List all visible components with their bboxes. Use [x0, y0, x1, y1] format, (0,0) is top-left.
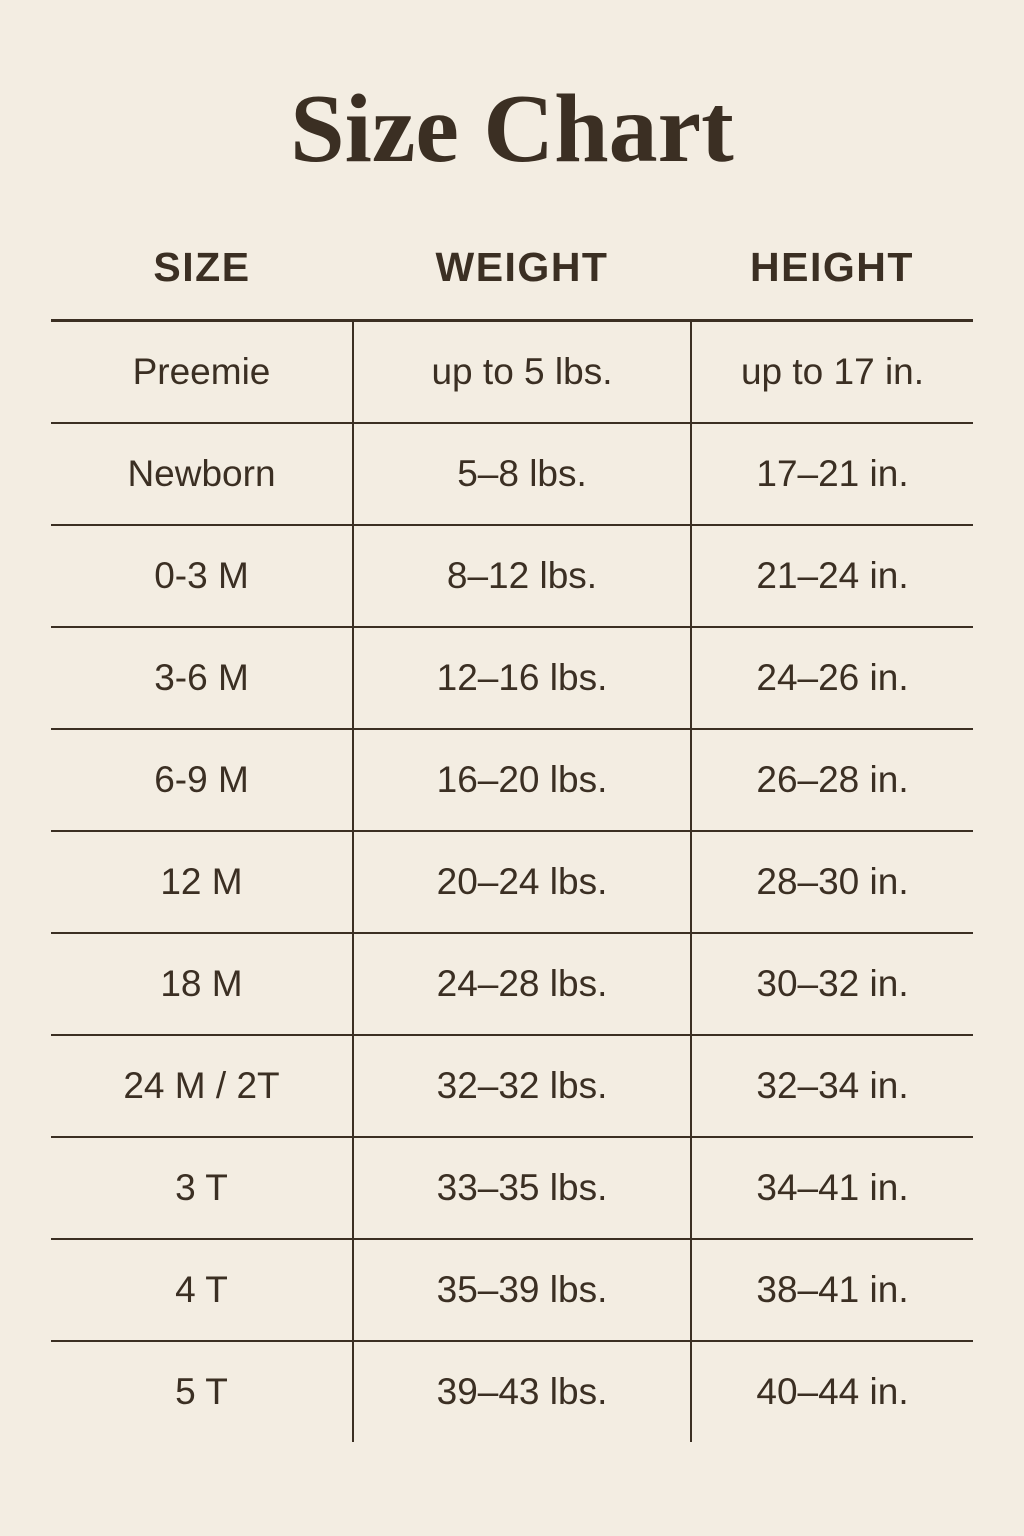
- cell-size: 24 M / 2T: [51, 1035, 353, 1137]
- cell-height: 28–30 in.: [691, 831, 973, 933]
- cell-height: 26–28 in.: [691, 729, 973, 831]
- cell-height: 30–32 in.: [691, 933, 973, 1035]
- cell-weight: 12–16 lbs.: [353, 627, 691, 729]
- table-header: [51, 243, 973, 321]
- table-row: [51, 423, 973, 525]
- cell-size: 3-6 M: [51, 627, 353, 729]
- cell-height: 21–24 in.: [691, 525, 973, 627]
- cell-weight: 16–20 lbs.: [353, 729, 691, 831]
- cell-weight: 32–32 lbs.: [353, 1035, 691, 1137]
- cell-size: 6-9 M: [51, 729, 353, 831]
- cell-height: 40–44 in.: [756, 1370, 909, 1412]
- cell-weight: 5–8 lbs.: [353, 423, 691, 525]
- cell-weight: 33–35 lbs.: [353, 1137, 691, 1239]
- table-row: [51, 525, 973, 627]
- cell-weight: up to 5 lbs.: [353, 320, 691, 423]
- cell-size: 12 M: [51, 831, 353, 933]
- table-row: [51, 1239, 973, 1341]
- page-title: Size Chart: [290, 75, 734, 183]
- table-header-row: [51, 243, 973, 321]
- cell-height: 24–26 in.: [691, 627, 973, 729]
- table-row: [51, 1341, 973, 1442]
- cell-height: 17–21 in.: [691, 423, 973, 525]
- table-row: [51, 729, 973, 831]
- cell-weight: 39–43 lbs.: [353, 1341, 691, 1442]
- column-header-size: SIZE: [153, 243, 251, 290]
- column-header-height: HEIGHT: [750, 243, 914, 290]
- cell-size: 0-3 M: [51, 525, 353, 627]
- table-row: [51, 933, 973, 1035]
- cell-height: 38–41 in.: [691, 1239, 973, 1341]
- column-header-weight: WEIGHT: [435, 243, 609, 290]
- table-row: [51, 831, 973, 933]
- cell-size: Newborn: [51, 423, 353, 525]
- cell-size: 5 T: [51, 1341, 353, 1442]
- cell-size: 3 T: [51, 1137, 353, 1239]
- cell-weight: 35–39 lbs.: [353, 1239, 691, 1341]
- cell-height: up to 17 in.: [691, 320, 973, 423]
- cell-size: Preemie: [51, 320, 353, 423]
- cell-weight: 20–24 lbs.: [353, 831, 691, 933]
- table-row: [51, 1137, 973, 1239]
- cell-size: 18 M: [51, 933, 353, 1035]
- cell-height: 32–34 in.: [691, 1035, 973, 1137]
- cell-weight: 24–28 lbs.: [353, 933, 691, 1035]
- table-body: [51, 320, 973, 1442]
- cell-size: 4 T: [51, 1239, 353, 1341]
- table-row: [51, 627, 973, 729]
- cell-height: 34–41 in.: [691, 1137, 973, 1239]
- size-chart-table: [51, 243, 973, 1442]
- table-row: [51, 1035, 973, 1137]
- table-row: [51, 320, 973, 423]
- cell-weight: 8–12 lbs.: [353, 525, 691, 627]
